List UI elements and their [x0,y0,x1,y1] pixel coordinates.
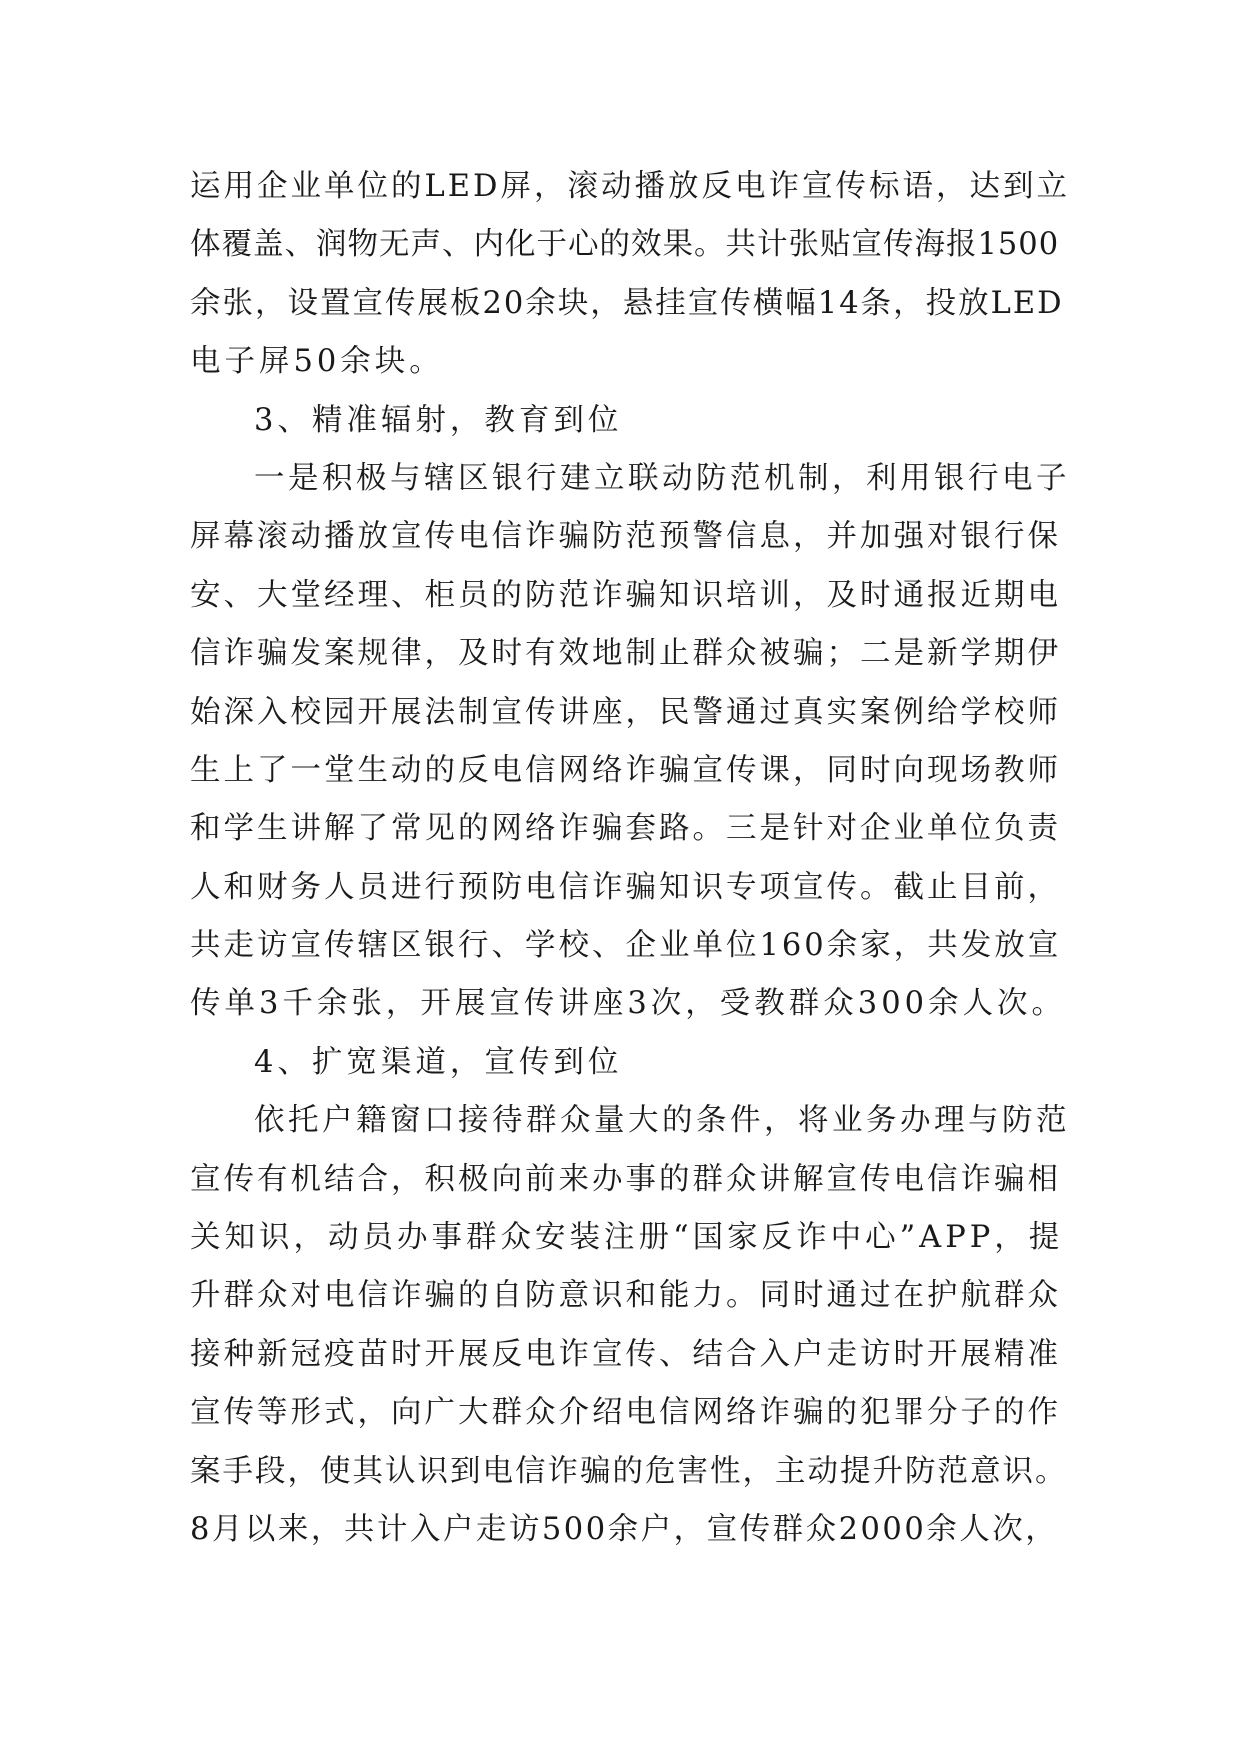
text-line: 屏幕滚动播放宣传电信诈骗防范预警信息，并加强对银行保 [190,519,1061,555]
text-line: 余张，设置宣传展板20余块，悬挂宣传横幅14条，投放LED [190,285,1064,321]
text-line: 宣传有机结合，积极向前来办事的群众讲解宣传电信诈骗相 [190,1161,1061,1197]
text-line: 始深入校园开展法制宣传讲座，民警通过真实案例给学校师 [190,694,1061,730]
text-line: 信诈骗发案规律，及时有效地制止群众被骗；二是新学期伊 [190,636,1061,672]
document-body [190,158,1070,1559]
text-line: 依托户籍窗口接待群众量大的条件，将业务办理与防范 [254,1103,1070,1139]
text-line: 8月以来，共计入户走访500余户，宣传群众2000余人次， [190,1511,1059,1547]
text-line: 案手段，使其认识到电信诈骗的危害性，主动提升防范意识。 [190,1453,1068,1489]
text-line: 升群众对电信诈骗的自防意识和能力。同时通过在护航群众 [190,1278,1061,1314]
text-line: 共走访宣传辖区银行、学校、企业单位160余家，共发放宣 [190,928,1062,964]
text-line: 3、精准辐射，教育到位 [254,402,623,438]
text-line: 体覆盖、润物无声、内化于心的效果。共计张贴宣传海报1500 [190,227,1060,263]
text-line: 运用企业单位的LED屏，滚动播放反电诈宣传标语，达到立 [190,169,1070,204]
text-line: 生上了一堂生动的反电信网络诈骗宣传课，同时向现场教师 [190,752,1061,788]
text-line: 关知识，动员办事群众安装注册“国家反诈中心”APP，提 [190,1220,1064,1256]
text-line: 和学生讲解了常见的网络诈骗套路。三是针对企业单位负责 [190,811,1061,847]
text-line: 4、扩宽渠道，宣传到位 [254,1044,623,1080]
text-line: 电子屏50余块。 [190,344,444,380]
text-line: 宣传等形式，向广大群众介绍电信网络诈骗的犯罪分子的作 [190,1395,1061,1431]
text-line: 接种新冠疫苗时开展反电诈宣传、结合入户走访时开展精准 [190,1336,1061,1372]
text-line: 传单3千余张，开展宣传讲座3次，受教群众300余人次。 [190,986,1067,1022]
text-line: 一是积极与辖区银行建立联动防范机制，利用银行电子 [254,460,1070,496]
text-line: 人和财务人员进行预防电信诈骗知识专项宣传。截止目前， [190,869,1061,905]
text-line: 安、大堂经理、柜员的防范诈骗知识培训，及时通报近期电 [190,577,1061,613]
